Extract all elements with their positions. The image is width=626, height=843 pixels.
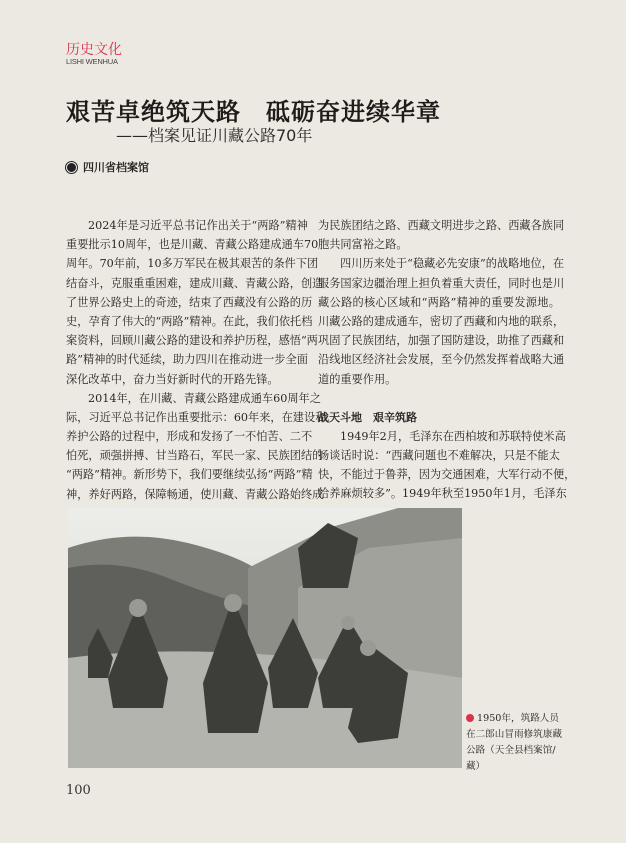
text-line: 川藏公路的建成通车，密切了西藏和内地的联系，	[318, 314, 565, 328]
photo-caption	[466, 711, 564, 775]
text-line: 四川历来处于“稳藏必先安康”的战略地位，在	[340, 257, 565, 271]
text-line: 巩固了民族团结，加强了国防建设，助推了西藏和	[318, 334, 565, 348]
caption-bullet-icon	[466, 714, 474, 722]
text-line: 藏公路的核心区域和“两路”精神的重要发源地。	[318, 295, 560, 309]
text-line: 扬谈话时说：“西藏问题也不难解决，只是不能太	[318, 449, 560, 463]
text-line: 了世界公路史上的奇迹，结束了西藏没有公路的历	[66, 295, 313, 309]
road-workers-photo	[68, 508, 462, 768]
text-line: 2014年，在川藏、青藏公路建成通车60周年之	[88, 391, 321, 405]
author-byline	[66, 159, 149, 175]
caption-text: 1950年，筑路人员在二郎山冒雨修筑康藏公路（天全县档案馆/藏）	[466, 713, 562, 772]
article-title: 艰苦卓绝筑天路 砥砺奋进续华章	[66, 97, 441, 126]
text-line: 胞共同富裕之路。	[318, 238, 408, 252]
text-line: 服务国家边疆治理上担负着重大责任，同时也是川	[318, 276, 565, 290]
text-line: 1949年2月，毛泽东在西柏坡和苏联特使米高	[340, 429, 566, 443]
text-line: 结奋斗，克服重重困难，建成川藏、青藏公路，创造	[66, 276, 324, 290]
text-line: 史，孕育了伟大的“两路”精神。在此，我们依托档	[66, 314, 313, 328]
right-column	[318, 216, 576, 504]
text-line: 道的重要作用。	[318, 372, 397, 386]
text-line: 案资料，回顾川藏公路的建设和养护历程，感悟“两	[66, 334, 318, 348]
text-line: 为民族团结之路、西藏文明进步之路、西藏各族同	[318, 219, 565, 232]
text-line: “两路”精神。新形势下，我们要继续弘扬“两路”精	[66, 468, 313, 482]
article-subtitle: ——档案见证川藏公路70年	[116, 126, 313, 145]
historical-photo	[68, 508, 462, 768]
bullet-icon	[66, 162, 77, 173]
left-column	[66, 216, 327, 504]
text-line: 周年。70年前，10多万军民在极其艰苦的条件下团	[66, 257, 319, 271]
section-label: 历史文化	[66, 42, 122, 58]
text-line: 神，养好两路，保障畅通，使川藏、青藏公路始终成	[66, 487, 324, 501]
text-line: 沿线地区经济社会发展，至今仍然发挥着战略大通	[318, 353, 565, 367]
text-line: 际，习近平总书记作出重要批示：60年来，在建设和	[66, 410, 327, 424]
text-line: 路”精神的时代延续，助力四川在推动进一步全面	[66, 353, 308, 367]
text-line: 深化改革中，奋力当好新时代的开路先锋。	[66, 372, 279, 386]
author-name: 四川省档案馆	[83, 161, 149, 174]
text-line: 给养麻烦较多”。1949年秋至1950年1月，毛泽东	[318, 487, 567, 501]
section-subheading: 战天斗地 艰辛筑路	[318, 410, 417, 424]
text-line: 快，不能过于鲁莽，因为交通困难，大军行动不便，	[318, 468, 576, 482]
text-line: 重要批示10周年，也是川藏、青藏公路建成通车70	[66, 238, 319, 252]
text-line: 养护公路的过程中，形成和发扬了一不怕苦、二不	[66, 430, 313, 444]
section-label-pinyin: LISHI WENHUA	[66, 57, 118, 66]
text-line: 怕死，顽强拼搏、甘当路石，军民一家、民族团结的	[66, 449, 324, 463]
text-line: 2024年是习近平总书记作出关于“两路”精神	[88, 219, 308, 232]
page-number: 100	[66, 783, 91, 798]
